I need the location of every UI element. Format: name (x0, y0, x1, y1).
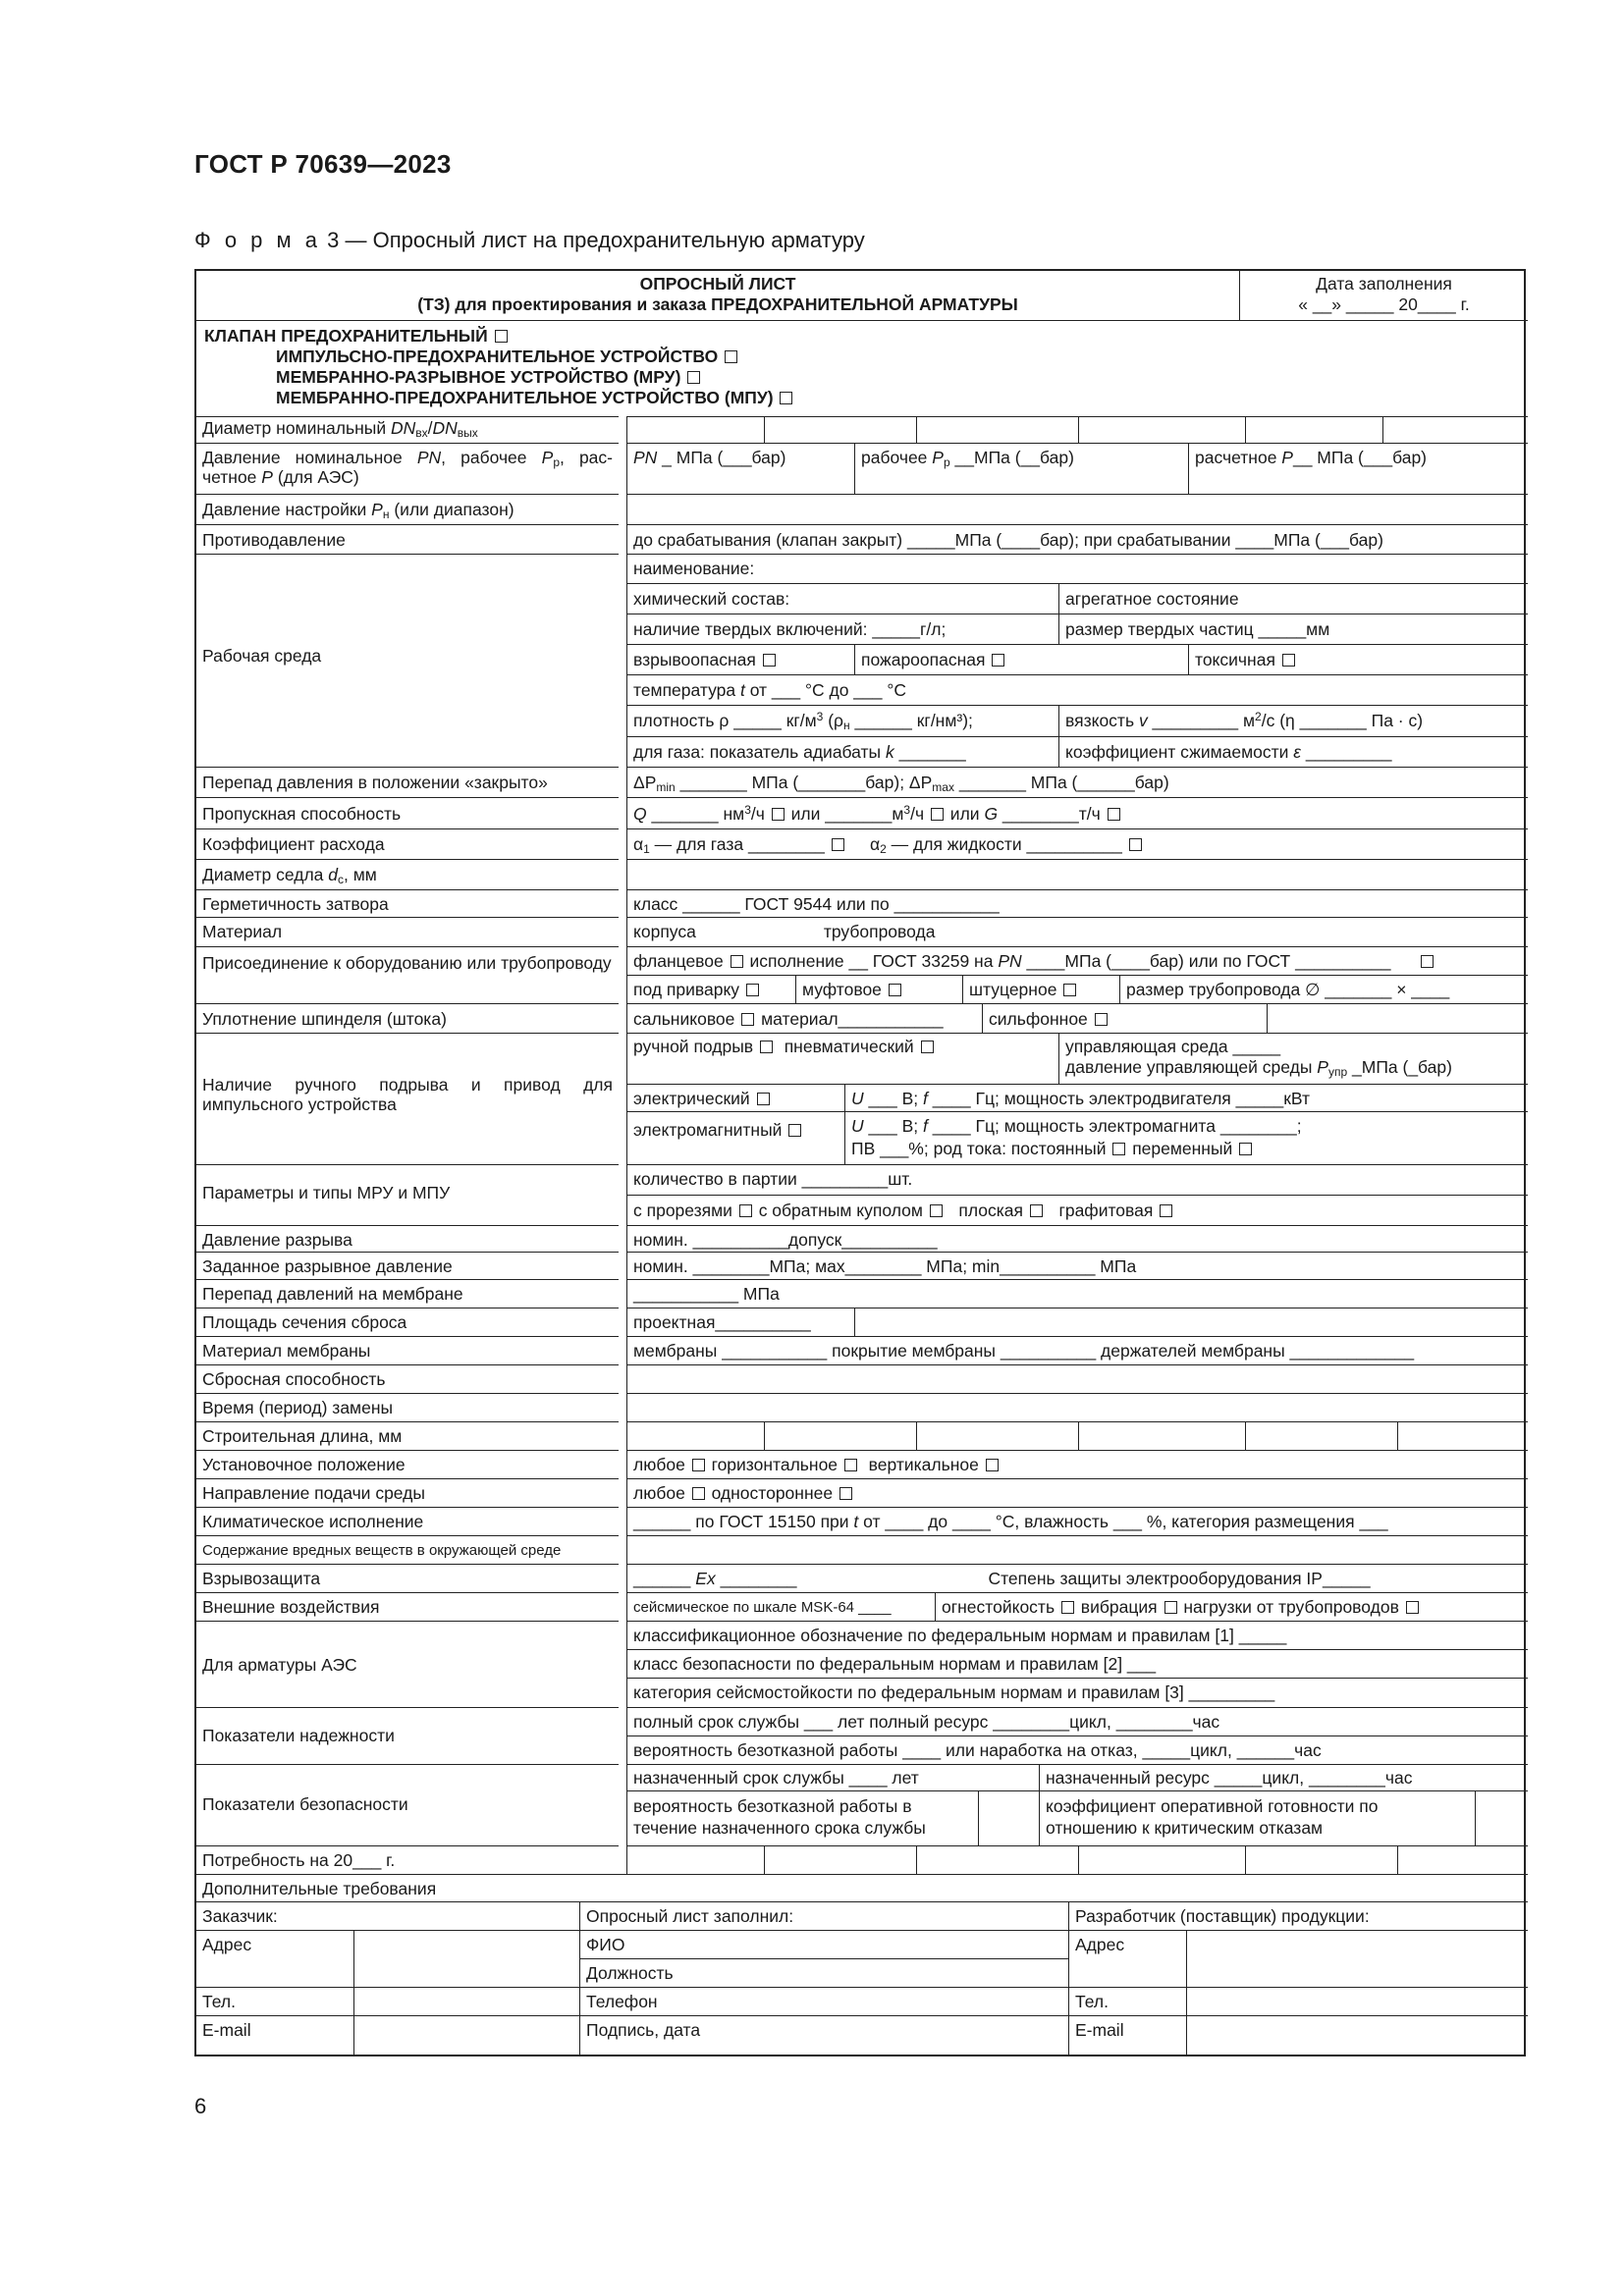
checkbox-icon[interactable] (692, 1487, 705, 1500)
label-burst-pressure: Давление разрыва (196, 1225, 619, 1252)
set-burst-value[interactable]: номин. ________МПа; мах________ МПа; min__________ МПа (626, 1252, 1528, 1279)
label-connection: Присоединение к оборудованию или трубопроводу (196, 946, 619, 1003)
page-number: 6 (194, 2094, 207, 2118)
checkbox-icon[interactable] (1112, 1143, 1125, 1155)
value-cell[interactable] (1397, 1421, 1528, 1450)
connection-weld[interactable]: под приварку (626, 975, 795, 1003)
value-cell[interactable] (626, 416, 764, 443)
label-seat-diameter: Диаметр седла $d_с$, мм (196, 859, 619, 889)
external-impacts-value[interactable]: огнестойкость вибрация нагрузки от трубопроводов (935, 1592, 1528, 1621)
safety-readiness[interactable]: коэффициент оперативной готовности по отношению к критическим отказам (1039, 1790, 1475, 1845)
value-cell[interactable] (916, 416, 1078, 443)
value-cell[interactable] (626, 1364, 1528, 1393)
checkbox-icon[interactable] (1108, 808, 1120, 821)
checkbox-icon[interactable] (780, 392, 792, 404)
nps-seismic-category[interactable]: категория сейсмостойкости по федеральным нормам и правилам [3] _________ (626, 1678, 1528, 1707)
form-title (196, 271, 1239, 320)
value-cell[interactable] (1245, 416, 1382, 443)
developer-address-label: Адрес (1068, 1930, 1186, 1987)
checkbox-icon[interactable] (1164, 1601, 1177, 1614)
value-cell[interactable] (1475, 1790, 1528, 1845)
developer-address-field[interactable] (1186, 1930, 1528, 1987)
connection-coupling[interactable]: муфтовое (795, 975, 962, 1003)
pressure-drop-value[interactable]: $\Delta P_{min}$ _______ МПа (_______бар); $\Delta P_{max}$ _______ МПа (______бар) (626, 767, 1528, 797)
form-caption-prefix: Ф о р м а (194, 228, 322, 252)
checkbox-icon[interactable] (1030, 1204, 1043, 1217)
medium-explosive[interactable]: взрывоопасная (626, 644, 854, 674)
install-position-value[interactable]: любое горизонтальное вертикальное (626, 1450, 1528, 1478)
medium-composition[interactable]: химический состав: (626, 583, 1058, 614)
checkbox-icon[interactable] (844, 1459, 857, 1471)
drive-electric[interactable]: электрический (626, 1084, 844, 1111)
value-cell[interactable] (978, 1790, 1039, 1845)
value-cell[interactable] (626, 1535, 1528, 1564)
checkbox-icon[interactable] (763, 654, 776, 667)
filler-signature[interactable]: Подпись, дата (579, 2015, 1068, 2056)
drive-electromagnetic[interactable]: электромагнитный (626, 1111, 844, 1164)
label-climate: Климатическое исполнение (196, 1507, 619, 1535)
membrane-dp-value[interactable]: ___________ МПа (626, 1279, 1528, 1308)
label-harmful-substances: Содержание вредных веществ в окружающей среде (196, 1535, 619, 1564)
fill-date-label: Дата заполнения (1316, 274, 1452, 294)
checkbox-icon[interactable] (788, 1124, 801, 1137)
label-install-position: Установочное положение (196, 1450, 619, 1478)
value-cell[interactable] (1397, 1845, 1528, 1874)
flow-coefficient-value[interactable]: $\alpha_1$ — для газа ________ $\alpha_2$ — для жидкости __________ (626, 828, 1528, 859)
checkbox-icon[interactable] (1160, 1204, 1172, 1217)
customer-header: Заказчик: (196, 1901, 579, 1930)
label-nps-valves: Для арматуры АЭС (196, 1621, 619, 1707)
label-flow-direction: Направление подачи среды (196, 1478, 619, 1507)
label-membrane-dp: Перепад давлений на мембране (196, 1279, 619, 1308)
label-set-burst-pressure: Заданное разрывное давление (196, 1252, 619, 1279)
value-cell[interactable] (916, 1421, 1078, 1450)
backpressure-value[interactable]: до срабатывания (клапан закрыт) _____МПа (____бар); при срабатывании ____МПа (___бар) (626, 524, 1528, 554)
value-cell[interactable] (764, 1845, 916, 1874)
checkbox-icon[interactable] (1239, 1143, 1252, 1155)
checkbox-icon[interactable] (832, 838, 844, 851)
label-demand: Потребность на 20___ г. (196, 1845, 619, 1874)
label-external-impacts: Внешние воздействия (196, 1592, 619, 1621)
label-relief-capacity: Сбросная способность (196, 1364, 619, 1393)
label-length: Строительная длина, мм (196, 1421, 619, 1450)
checkbox-icon[interactable] (839, 1487, 852, 1500)
checkbox-icon[interactable] (757, 1093, 770, 1105)
medium-density[interactable]: плотность ρ _____ $кг/м^3$ ($\rho_н$ ______ кг/нм³); (626, 705, 1058, 736)
checkbox-icon[interactable] (1129, 838, 1142, 851)
checkbox-icon[interactable] (1406, 1601, 1419, 1614)
label-working-medium: Рабочая среда (196, 554, 619, 767)
mru-batch[interactable]: количество в партии _________шт. (626, 1164, 1528, 1195)
drive-motor-params[interactable]: U ___ В; f ____ Гц; мощность электродвигателя _____кВт (844, 1084, 1528, 1111)
pressure-nominal[interactable]: PN _ МПа (___бар) (626, 443, 854, 494)
material-value[interactable]: корпуса трубопровода (626, 917, 1528, 946)
form-caption-text: 3 — Опросный лист на предохранительную арматуру (321, 228, 865, 252)
checkbox-icon[interactable] (692, 1459, 705, 1471)
label-tightness: Герметичность затвора (196, 889, 619, 917)
label-replacement: Время (период) замены (196, 1393, 619, 1421)
checkbox-icon[interactable] (725, 350, 737, 363)
value-cell[interactable] (1245, 1845, 1397, 1874)
checkbox-icon[interactable] (1421, 955, 1434, 968)
value-cell[interactable] (1078, 1421, 1245, 1450)
label-drive: Наличие ручного подрыва и привод для импульсного устройства (196, 1033, 619, 1164)
value-cell[interactable] (764, 416, 916, 443)
reliability-probability[interactable]: вероятность безотказной работы ____ или наработка на отказ, _____цикл, ______час (626, 1735, 1528, 1764)
type-option[interactable]: МЕМБРАННО-РАЗРЫВНОЕ УСТРОЙСТВО (МРУ) (202, 367, 1522, 388)
pressure-design[interactable]: расчетное P__ МПа (___бар) (1188, 443, 1528, 494)
seismic-scale[interactable]: сейсмическое по шкале MSK-64 ____ (626, 1592, 935, 1621)
label-reliability: Показатели надежности (196, 1707, 619, 1764)
value-cell[interactable] (1078, 1845, 1245, 1874)
checkbox-icon[interactable] (741, 1013, 754, 1026)
customer-address-field[interactable] (353, 1930, 579, 1987)
seal-gland[interactable]: сальниковое материал___________ (626, 1003, 982, 1033)
customer-email-label: E-mail (196, 2015, 353, 2056)
drive-magnet-params[interactable]: U ___ В; f ____ Гц; мощность электромагнита ________; ПВ ___%; род тока: постоянный переменный (844, 1111, 1528, 1164)
value-cell[interactable] (1267, 1003, 1528, 1033)
label-stem-seal: Уплотнение шпинделя (штока) (196, 1003, 619, 1033)
label-membrane-material: Материал мембраны (196, 1336, 619, 1364)
value-cell[interactable] (1382, 416, 1528, 443)
label-flow-coefficient: Коэффициент расхода (196, 828, 619, 859)
checkbox-icon[interactable] (1063, 984, 1076, 996)
capacity-value[interactable]: Q _______ $нм^3/ч$ или $\_\_\_\_\_\_\_м^3/ч$ или G ________т/ч (626, 797, 1528, 828)
connection-flange[interactable]: фланцевое исполнение __ ГОСТ 33259 на PN ____МПа (____бар) или по ГОСТ __________ (626, 946, 1528, 975)
form-title-line2: (ТЗ) для проектирования и заказа ПРЕДОХРАНИТЕЛЬНОЙ АРМАТУРЫ (417, 294, 1018, 314)
value-cell[interactable] (626, 1421, 764, 1450)
reliability-life[interactable]: полный срок службы ___ лет полный ресурс ________цикл, ________час (626, 1707, 1528, 1735)
medium-compressibility[interactable]: коэффициент сжимаемости ε _________ (1058, 736, 1528, 767)
label-backpressure: Противодавление (196, 524, 619, 554)
nps-safety-class[interactable]: класс безопасности по федеральным нормам и правилам [2] ___ (626, 1649, 1528, 1678)
type-option[interactable]: ИМПУЛЬСНО-ПРЕДОХРАНИТЕЛЬНОЕ УСТРОЙСТВО (202, 347, 1522, 367)
label-safety: Показатели безопасности (196, 1764, 619, 1845)
checkbox-icon[interactable] (739, 1204, 752, 1217)
value-cell[interactable] (626, 1845, 764, 1874)
value-cell[interactable] (1078, 416, 1245, 443)
form-caption (194, 228, 865, 253)
developer-phone-field[interactable] (1186, 1987, 1528, 2015)
label-diameter: Диаметр номинальный $DN_{вх}/DN_{вых}$ (196, 416, 619, 443)
label-pressure-drop: Перепад давления в положении «закрыто» (196, 767, 619, 797)
value-cell[interactable] (626, 494, 1528, 524)
mru-types[interactable]: с прорезями с обратным куполом плоская графитовая (626, 1195, 1528, 1225)
checkbox-icon[interactable] (921, 1041, 934, 1053)
label-material: Материал (196, 917, 619, 946)
developer-phone-label: Тел. (1068, 1987, 1186, 2015)
customer-phone-label: Тел. (196, 1987, 353, 2015)
filled-by-header: Опросный лист заполнил: (579, 1901, 1068, 1930)
customer-phone-field[interactable] (353, 1987, 579, 2015)
climate-value[interactable]: ______ по ГОСТ 15150 при t от ____ до ____ °С, влажность ___ %, категория размещения ___ (626, 1507, 1528, 1535)
medium-viscosity[interactable]: вязкость v _________ $м^2/с$ (η _______ Па · с) (1058, 705, 1528, 736)
burst-pressure-value[interactable]: номин. __________допуск__________ (626, 1225, 1528, 1252)
checkbox-icon[interactable] (731, 955, 743, 968)
value-cell[interactable] (626, 859, 1528, 889)
label-capacity: Пропускная способность (196, 797, 619, 828)
medium-name[interactable]: наименование: (626, 554, 1528, 583)
value-cell[interactable] (626, 1393, 1528, 1421)
safety-assigned-life[interactable]: назначенный срок службы ____ лет (626, 1764, 1039, 1790)
membrane-material-value[interactable]: мембраны ___________ покрытие мембраны __________ держателей мембраны _____________ (626, 1336, 1528, 1364)
filler-position[interactable]: Должность (579, 1958, 1068, 1987)
device-type-list (196, 320, 1528, 416)
label-explosion-protection: Взрывозащита (196, 1564, 619, 1592)
developer-email-label: E-mail (1068, 2015, 1186, 2056)
medium-toxic[interactable]: токсичная (1188, 644, 1528, 674)
checkbox-icon[interactable] (772, 808, 785, 821)
value-cell[interactable] (916, 1845, 1078, 1874)
medium-adiabatic[interactable]: для газа: показатель адиабаты k _______ (626, 736, 1058, 767)
safety-probability[interactable]: вероятность безотказной работы в течение назначенного срока службы (626, 1790, 978, 1845)
checkbox-icon[interactable] (687, 371, 700, 384)
connection-nipple[interactable]: штуцерное (962, 975, 1119, 1003)
fill-date-value: « __» _____ 20____ г. (1298, 294, 1470, 314)
label-mru-params: Параметры и типы МРУ и МПУ (196, 1164, 619, 1225)
drive-control-medium[interactable]: управляющая среда _____ давление управляющей среды $P_{упр}$ _МПа (_бар) (1058, 1033, 1528, 1084)
questionnaire-form (194, 269, 1526, 2056)
flow-direction-value[interactable]: любое одностороннее (626, 1478, 1528, 1507)
customer-address-label: Адрес (196, 1930, 353, 1987)
additional-requirements[interactable]: Дополнительные требования (196, 1874, 1528, 1901)
developer-email-field[interactable] (1186, 2015, 1528, 2056)
label-pressure: Давление номинальное PN, рабочее $P_р$, рас-четное P (для АЭС) (196, 443, 619, 494)
medium-flammable[interactable]: пожароопасная (854, 644, 1188, 674)
checkbox-icon[interactable] (1282, 654, 1295, 667)
medium-state[interactable]: агрегатное состояние (1058, 583, 1528, 614)
seal-bellows[interactable]: сильфонное (982, 1003, 1267, 1033)
form-title-line1: ОПРОСНЫЙ ЛИСТ (639, 274, 796, 294)
label-set-pressure: Давление настройки $P_н$ (или диапазон) (196, 494, 619, 524)
checkbox-icon[interactable] (1061, 1601, 1074, 1614)
checkbox-icon[interactable] (930, 1204, 943, 1217)
connection-pipe-size[interactable]: размер трубопровода ∅ _______ × ____ (1119, 975, 1528, 1003)
fill-date[interactable] (1239, 271, 1528, 320)
checkbox-icon[interactable] (760, 1041, 773, 1053)
medium-solids[interactable]: наличие твердых включений: _____г/л; (626, 614, 1058, 644)
value-cell[interactable] (1245, 1421, 1397, 1450)
filler-phone[interactable]: Телефон (579, 1987, 1068, 2015)
type-option[interactable]: МЕМБРАННО-ПРЕДОХРАНИТЕЛЬНОЕ УСТРОЙСТВО (МПУ) (202, 388, 1522, 408)
medium-solid-size[interactable]: размер твердых частиц _____мм (1058, 614, 1528, 644)
label-relief-area: Площадь сечения сброса (196, 1308, 619, 1336)
pressure-working[interactable]: рабочее $P_р$ __МПа (__бар) (854, 443, 1188, 494)
relief-area-value[interactable]: проектная__________ (626, 1308, 854, 1336)
drive-manual-pneumatic[interactable]: ручной подрыв пневматический (626, 1033, 1058, 1084)
developer-header: Разработчик (поставщик) продукции: (1068, 1901, 1528, 1930)
customer-email-field[interactable] (353, 2015, 579, 2056)
checkbox-icon[interactable] (992, 654, 1004, 667)
nps-classification[interactable]: классификационное обозначение по федеральным нормам и правилам [1] _____ (626, 1621, 1528, 1649)
checkbox-icon[interactable] (746, 984, 759, 996)
type-option[interactable]: КЛАПАН ПРЕДОХРАНИТЕЛЬНЫЙ (202, 326, 1522, 347)
checkbox-icon[interactable] (889, 984, 901, 996)
value-cell[interactable] (854, 1308, 1528, 1336)
explosion-protection-value[interactable]: ______ Ex ________ Степень защиты электрооборудования IP_____ (626, 1564, 1528, 1592)
checkbox-icon[interactable] (495, 330, 508, 343)
document-code: ГОСТ Р 70639—2023 (194, 149, 452, 179)
tightness-value[interactable]: класс ______ ГОСТ 9544 или по ___________ (626, 889, 1528, 917)
value-cell[interactable] (764, 1421, 916, 1450)
medium-temperature[interactable]: температура t от ___ °С до ___ °С (626, 674, 1528, 705)
filler-fio[interactable]: ФИО (579, 1930, 1068, 1958)
checkbox-icon[interactable] (1095, 1013, 1108, 1026)
checkbox-icon[interactable] (986, 1459, 999, 1471)
safety-assigned-resource[interactable]: назначенный ресурс _____цикл, ________час (1039, 1764, 1528, 1790)
checkbox-icon[interactable] (931, 808, 944, 821)
